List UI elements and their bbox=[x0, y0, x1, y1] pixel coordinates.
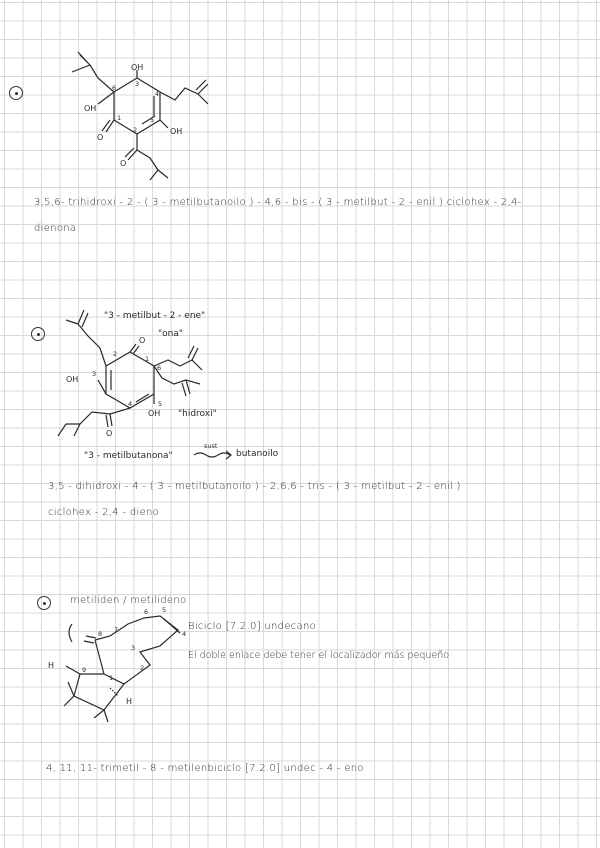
annotation-sust: sust bbox=[204, 442, 218, 450]
locant-c1: 1 bbox=[109, 674, 114, 682]
annotation-metiliden: metiliden / metilideno bbox=[70, 595, 187, 606]
compound-2-name-line-1: 3,5 - dihidroxi - 4 - ( 3 - metilbutanoilo ) - 2,6,6 - tris - ( 3 - metilbut - 2 - enil ) bbox=[48, 481, 461, 492]
compound-1-name-line-1: 3,5,6- trihidroxi - 2 - ( 3 - metilbutanoilo ) - 4,6 - bis - ( 3 - metilbut - 2 - enil ) ciclohex - 2,4- bbox=[34, 197, 522, 208]
compound-2-name-line-2: ciclohex - 2,4 - dieno bbox=[48, 507, 160, 518]
locant-c4: 4 bbox=[155, 90, 160, 98]
locant-c9: 9 bbox=[82, 666, 87, 674]
locant-c4: 4 bbox=[182, 630, 187, 638]
annotation-butanoilo: butanoilo bbox=[236, 449, 279, 459]
annotation-biciclo: Biciclo [7.2.0] undecano bbox=[188, 621, 317, 632]
compound-3-name-line-1: 4, 11, 11- trimetil - 8 - metilenbiciclo [7.2.0] undec - 4 - eno bbox=[46, 763, 364, 774]
atom-o-ketone: O bbox=[97, 133, 104, 142]
locant-c2: 2 bbox=[133, 126, 138, 134]
locant-c4: 4 bbox=[128, 400, 133, 408]
atom-oh-top: OH bbox=[131, 63, 144, 72]
locant-c3: 3 bbox=[135, 80, 140, 88]
atom-o-acyl: O bbox=[106, 429, 113, 438]
atom-oh-bottom: OH bbox=[148, 409, 161, 418]
locant-c5: 5 bbox=[158, 400, 163, 408]
annotation-butanona: "3 - metilbutanona" bbox=[84, 451, 173, 461]
locant-c1: 1 bbox=[117, 114, 122, 122]
atom-oh-left: OH bbox=[66, 375, 79, 384]
locant-c5: 5 bbox=[150, 116, 155, 124]
compound-1-name-line-2: dienona bbox=[34, 223, 77, 234]
locant-c6: 6 bbox=[112, 84, 117, 92]
locant-c6: 6 bbox=[144, 608, 149, 616]
atom-o-acyl: O bbox=[120, 159, 127, 168]
locant-c2: 2 bbox=[113, 350, 118, 358]
atom-o-top: O bbox=[139, 336, 146, 345]
atom-oh-left: OH bbox=[84, 104, 97, 113]
annotation-hidroxi: "hidroxi" bbox=[178, 409, 217, 419]
atom-h-right: H bbox=[126, 697, 133, 706]
locant-c8: 8 bbox=[98, 630, 103, 638]
locant-c2: 2 bbox=[140, 664, 145, 672]
atom-h-left: H bbox=[48, 661, 55, 670]
locant-c1: 1 bbox=[145, 355, 150, 363]
locant-c3: 3 bbox=[131, 644, 136, 652]
locant-c3: 3 bbox=[92, 370, 97, 378]
locant-c5: 5 bbox=[162, 606, 167, 614]
annotation-double-bond-rule: El doble enlace debe tener el localizador más pequeño bbox=[188, 650, 450, 661]
annotation-enyl: "3 - metilbut - 2 - ene" bbox=[104, 311, 206, 321]
annotation-ona: "ona" bbox=[158, 329, 184, 339]
locant-c6: 6 bbox=[157, 364, 162, 372]
atom-oh-right: OH bbox=[170, 127, 183, 136]
locant-c7: 7 bbox=[114, 626, 119, 634]
